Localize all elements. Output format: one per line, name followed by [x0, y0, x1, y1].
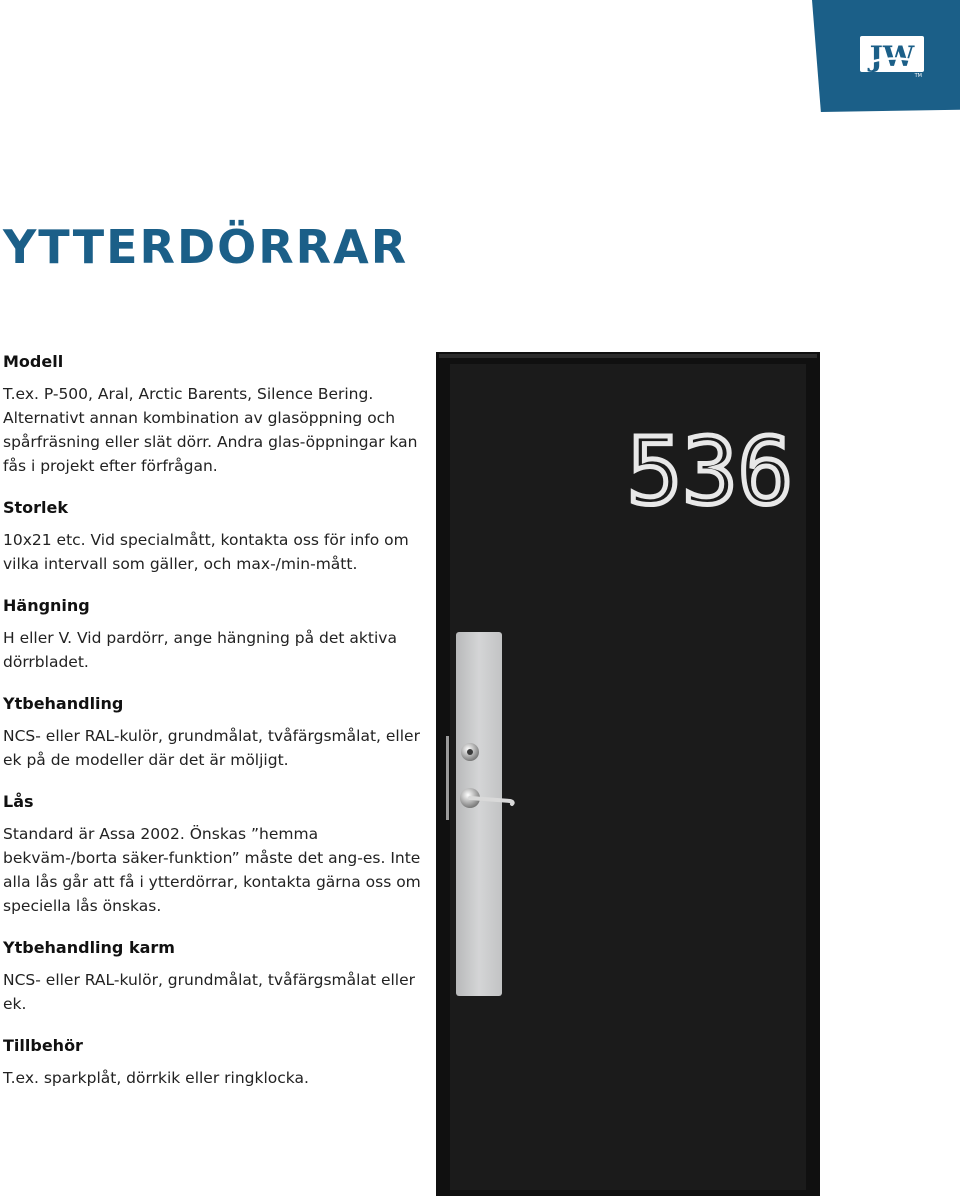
spec-heading: Ytbehandling [3, 694, 124, 713]
spec-heading: Lås [3, 792, 34, 811]
spec-section-las [3, 790, 423, 918]
house-number: 536 [626, 418, 794, 525]
keyhole [467, 749, 473, 755]
logo-text: JW [869, 40, 915, 73]
spec-section-modell [3, 350, 423, 478]
door-image [436, 352, 820, 1196]
spec-list [3, 350, 423, 1108]
spec-section-tillbehor [3, 1034, 423, 1090]
spec-text: T.ex. P-500, Aral, Arctic Barents, Silence Bering. Alternativt annan kombination av glasöppning och spårfräsning eller slät dörr. Andra glas-öppningar kan fås i projekt efter förfrågan. [3, 385, 418, 475]
frame-highlight [439, 354, 817, 358]
spec-text: H eller V. Vid pardörr, ange hängning på det aktiva dörrbladet. [3, 629, 397, 671]
spec-section-hangning [3, 594, 423, 674]
spec-heading: Hängning [3, 596, 90, 615]
spec-text: 10x21 etc. Vid specialmått, kontakta oss för info om vilka intervall som gäller, och max-/min-mått. [3, 531, 409, 573]
spec-section-storlek [3, 496, 423, 576]
spec-text: NCS- eller RAL-kulör, grundmålat, tvåfärgsmålat eller ek. [3, 971, 416, 1013]
jw-logo [860, 34, 924, 78]
spec-heading: Storlek [3, 498, 69, 517]
spec-text: Standard är Assa 2002. Önskas ”hemma bekväm-/borta säker-funktion” måste det ang-es. Inte alla lås går att få i ytterdörrar, kontakta gärna oss om speciella lås önskas. [3, 825, 421, 915]
hinge-strip [446, 736, 449, 820]
spec-section-ytbehandling-karm [3, 936, 423, 1016]
spec-section-ytbehandling [3, 692, 423, 772]
spec-heading: Modell [3, 352, 64, 371]
logo-trademark: TM [914, 73, 922, 78]
spec-heading: Tillbehör [3, 1036, 83, 1055]
handle-plate [456, 632, 502, 996]
spec-heading: Ytbehandling karm [3, 938, 175, 957]
spec-text: NCS- eller RAL-kulör, grundmålat, tvåfärgsmålat, eller ek på de modeller där det är möljigt. [3, 727, 420, 769]
spec-text: T.ex. sparkplåt, dörrkik eller ringklocka. [3, 1069, 309, 1087]
page-title: YTTERDÖRRAR [3, 220, 409, 274]
